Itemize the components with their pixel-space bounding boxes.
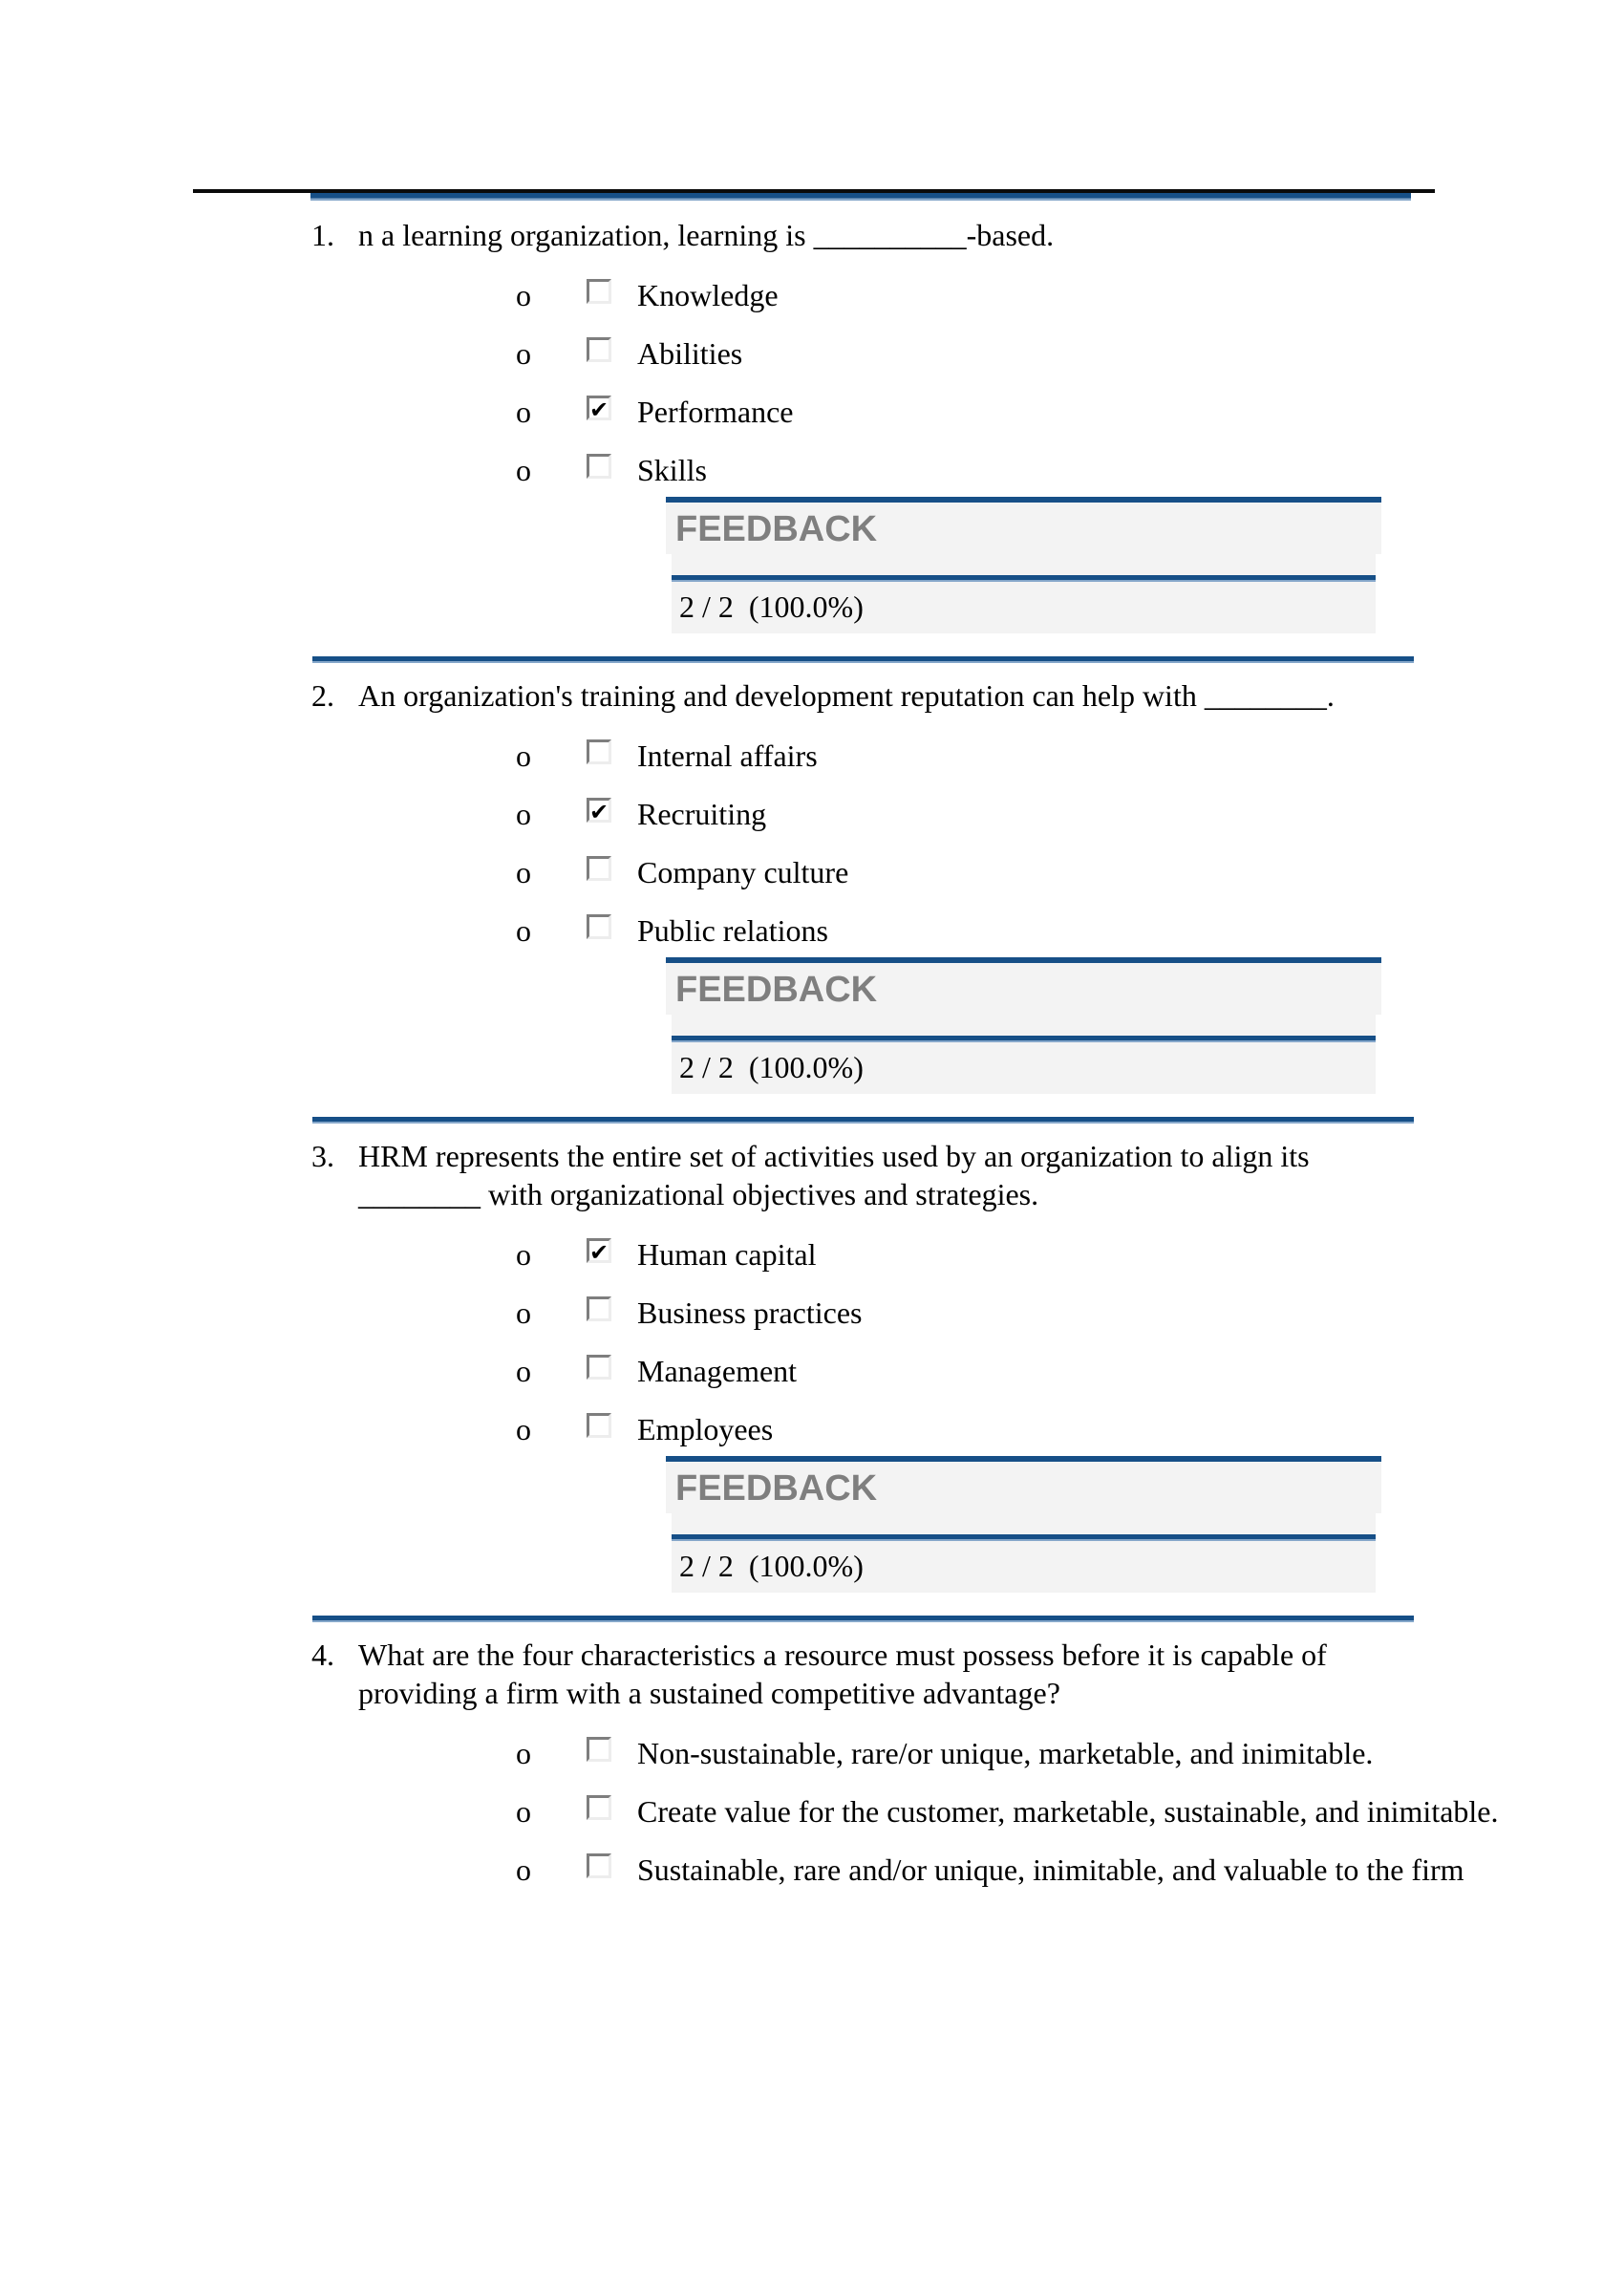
- option-row: [0, 1735, 1624, 1793]
- feedback-score: 2 / 2: [679, 1050, 734, 1084]
- checkbox-icon[interactable]: [587, 1296, 611, 1321]
- option-marker: o: [516, 739, 531, 773]
- options-list: [0, 1735, 1624, 1910]
- checkbox-checked-icon[interactable]: [587, 1238, 611, 1263]
- question-number: 3.: [311, 1139, 334, 1173]
- feedback-spacer: [672, 1513, 1376, 1534]
- option-marker: o: [516, 1354, 531, 1388]
- question-text: What are the four characteristics a resource must possess before it is capable of providing a firm with a sustained competitive advantage?: [358, 1638, 1327, 1710]
- feedback-percent: (100.0%): [748, 589, 864, 624]
- option-marker: o: [516, 797, 531, 831]
- option-marker: o: [516, 336, 531, 371]
- option-row: [0, 277, 1624, 335]
- option-row: [0, 1852, 1624, 1910]
- feedback-title-box: [666, 497, 1381, 554]
- option-label: Internal affairs: [637, 739, 818, 773]
- question-separator: [312, 1616, 1414, 1622]
- option-label: Public relations: [637, 913, 828, 948]
- feedback-score: 2 / 2: [679, 1549, 734, 1583]
- checkbox-icon[interactable]: [587, 914, 611, 939]
- feedback-spacer: [672, 554, 1376, 575]
- question-block-2: [0, 676, 1624, 1094]
- checkbox-icon[interactable]: [587, 337, 611, 362]
- option-label: Abilities: [637, 336, 743, 371]
- feedback-score-rule: [672, 575, 1376, 582]
- option-row: [0, 796, 1624, 854]
- checkbox-icon[interactable]: [587, 1737, 611, 1762]
- feedback-title-box: [666, 1456, 1381, 1513]
- option-row: [0, 1295, 1624, 1353]
- option-marker: o: [516, 395, 531, 429]
- question-text: n a learning organization, learning is __________-based.: [358, 218, 1055, 252]
- option-row: [0, 394, 1624, 452]
- question-number: 4.: [311, 1638, 334, 1672]
- options-list: [0, 1236, 1624, 1469]
- feedback-title: FEEDBACK: [675, 970, 878, 1010]
- feedback-score: 2 / 2: [679, 589, 734, 624]
- feedback-panel: [672, 1456, 1376, 1593]
- checkbox-icon[interactable]: [587, 1853, 611, 1878]
- feedback-score-box: [672, 575, 1376, 633]
- feedback-score-rule: [672, 1534, 1376, 1541]
- option-label: Business practices: [637, 1295, 863, 1330]
- feedback-panel: [672, 957, 1376, 1094]
- question-block-4: [0, 1636, 1624, 1910]
- question-text: An organization's training and development reputation can help with ________.: [358, 678, 1335, 713]
- feedback-score-box: [672, 1534, 1376, 1593]
- option-label: Knowledge: [637, 278, 779, 312]
- question-block-1: [0, 216, 1624, 633]
- option-label: Non-sustainable, rare/or unique, marketable, and inimitable.: [637, 1736, 1374, 1770]
- option-marker: o: [516, 453, 531, 487]
- question-block-3: [0, 1137, 1624, 1593]
- checkbox-icon[interactable]: [587, 279, 611, 304]
- question-number: 2.: [311, 678, 334, 713]
- checkbox-icon[interactable]: [587, 739, 611, 764]
- checkbox-icon[interactable]: [587, 454, 611, 479]
- option-row: [0, 335, 1624, 394]
- option-label: Company culture: [637, 855, 849, 889]
- checkbox-icon[interactable]: [587, 1413, 611, 1438]
- option-row: [0, 854, 1624, 912]
- question-text: HRM represents the entire set of activities used by an organization to align its ________ with organizational objectives and strategies.: [358, 1139, 1310, 1211]
- option-marker: o: [516, 1794, 531, 1829]
- option-label: Recruiting: [637, 797, 767, 831]
- checkbox-icon[interactable]: [587, 1795, 611, 1820]
- feedback-percent: (100.0%): [748, 1549, 864, 1583]
- feedback-spacer: [672, 1015, 1376, 1036]
- option-marker: o: [516, 1237, 531, 1272]
- options-list: [0, 277, 1624, 510]
- question-separator: [312, 1117, 1414, 1124]
- checkbox-checked-icon[interactable]: [587, 798, 611, 823]
- checkbox-checked-icon[interactable]: [587, 396, 611, 420]
- option-label: Performance: [637, 395, 794, 429]
- option-marker: o: [516, 913, 531, 948]
- option-label: Human capital: [637, 1237, 817, 1272]
- checkbox-icon[interactable]: [587, 1355, 611, 1380]
- feedback-title: FEEDBACK: [675, 509, 878, 549]
- checkbox-icon[interactable]: [587, 856, 611, 881]
- feedback-score-box: [672, 1036, 1376, 1094]
- option-label: Management: [637, 1354, 798, 1388]
- feedback-percent: (100.0%): [748, 1050, 864, 1084]
- option-marker: o: [516, 1736, 531, 1770]
- option-row: [0, 1353, 1624, 1411]
- feedback-title: FEEDBACK: [675, 1468, 878, 1509]
- option-label: Sustainable, rare and/or unique, inimitable, and valuable to the firm: [637, 1852, 1464, 1887]
- option-row: [0, 1793, 1624, 1852]
- question-separator: [312, 656, 1414, 663]
- option-label: Employees: [637, 1412, 774, 1446]
- option-label: Create value for the customer, marketable, sustainable, and inimitable.: [637, 1794, 1499, 1829]
- feedback-score-rule: [672, 1036, 1376, 1042]
- option-marker: o: [516, 1295, 531, 1330]
- options-list: [0, 738, 1624, 971]
- option-row: [0, 1236, 1624, 1295]
- option-row: [0, 738, 1624, 796]
- option-marker: o: [516, 1412, 531, 1446]
- question-number: 1.: [311, 218, 334, 252]
- option-marker: o: [516, 278, 531, 312]
- feedback-panel: [672, 497, 1376, 633]
- page-top-rule: [0, 189, 1624, 203]
- feedback-title-box: [666, 957, 1381, 1015]
- top-rule-blue-line: [310, 193, 1411, 201]
- option-marker: o: [516, 1852, 531, 1887]
- option-marker: o: [516, 855, 531, 889]
- option-label: Skills: [637, 453, 707, 487]
- quiz-document-page: [0, 189, 1624, 2291]
